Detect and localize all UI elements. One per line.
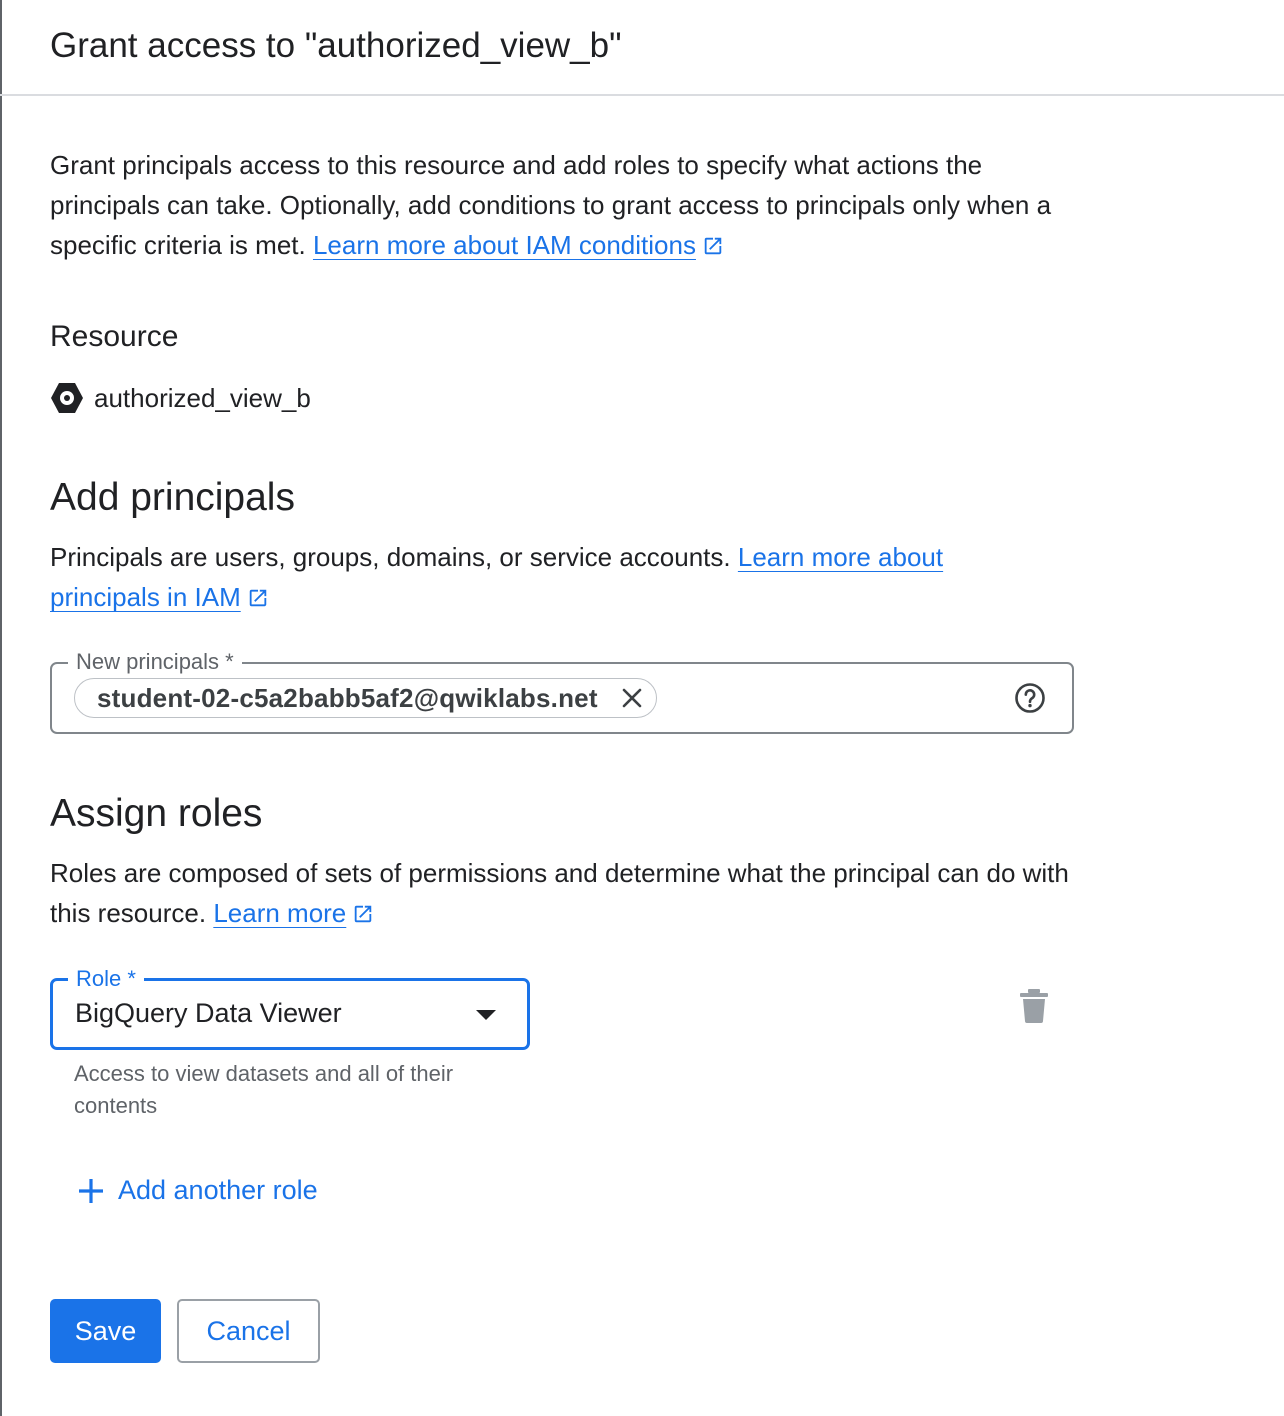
roles-learn-more-link-text: Learn more	[213, 898, 347, 928]
intro-text: Grant principals access to this resource and add roles to specify what actions the principals can take. Optionally, add conditions to grant access to principals only when a specific criteria is met.	[50, 150, 1052, 260]
principal-chip[interactable]	[74, 678, 657, 718]
save-button[interactable]: Save	[50, 1299, 161, 1363]
intro-paragraph	[50, 145, 1080, 265]
new-principals-label: New principals *	[68, 647, 242, 677]
delete-role-icon[interactable]	[1019, 989, 1049, 1023]
iam-conditions-link[interactable]	[313, 230, 696, 260]
principals-description: Principals are users, groups, domains, or service accounts.	[50, 542, 731, 572]
roles-paragraph	[50, 853, 1080, 933]
chip-remove-icon[interactable]	[620, 686, 644, 710]
bigquery-hexagon-icon	[50, 382, 84, 414]
role-label: Role *	[68, 964, 144, 994]
external-link-icon	[247, 587, 269, 609]
iam-conditions-link-text: Learn more about IAM conditions	[312, 230, 696, 260]
dropdown-arrow-icon[interactable]	[476, 1010, 496, 1020]
new-principals-field[interactable]	[50, 649, 1074, 734]
add-another-role-label: Add another role	[118, 1175, 318, 1205]
principals-paragraph	[50, 537, 1050, 617]
resource-heading: Resource	[50, 320, 179, 353]
roles-description: Roles are composed of sets of permissions and determine what the principal can do with this resource.	[50, 858, 1069, 928]
external-link-icon	[352, 903, 374, 925]
role-selected-value: BigQuery Data Viewer	[75, 998, 342, 1028]
assign-roles-heading: Assign roles	[50, 792, 263, 835]
role-select[interactable]	[50, 966, 530, 1050]
resource-name: authorized_view_b	[94, 382, 311, 413]
plus-icon	[78, 1178, 104, 1204]
external-link-icon	[702, 235, 724, 257]
role-description: Access to view datasets and all of their contents	[74, 1061, 454, 1118]
add-another-role-button[interactable]	[78, 1175, 318, 1206]
principal-chip-text: student-02-c5a2babb5af2@qwiklabs.net	[97, 682, 598, 713]
add-principals-heading: Add principals	[50, 476, 295, 519]
resource-row	[50, 380, 311, 416]
dialog-left-edge	[0, 0, 2, 1416]
dialog-header	[0, 0, 1284, 96]
roles-learn-more-link[interactable]	[213, 898, 346, 928]
help-icon[interactable]	[1014, 682, 1046, 714]
cancel-button[interactable]: Cancel	[177, 1299, 320, 1363]
dialog-title: Grant access to "authorized_view_b"	[50, 26, 622, 65]
principals-iam-link-text: Learn more about principals in IAM	[50, 542, 944, 612]
